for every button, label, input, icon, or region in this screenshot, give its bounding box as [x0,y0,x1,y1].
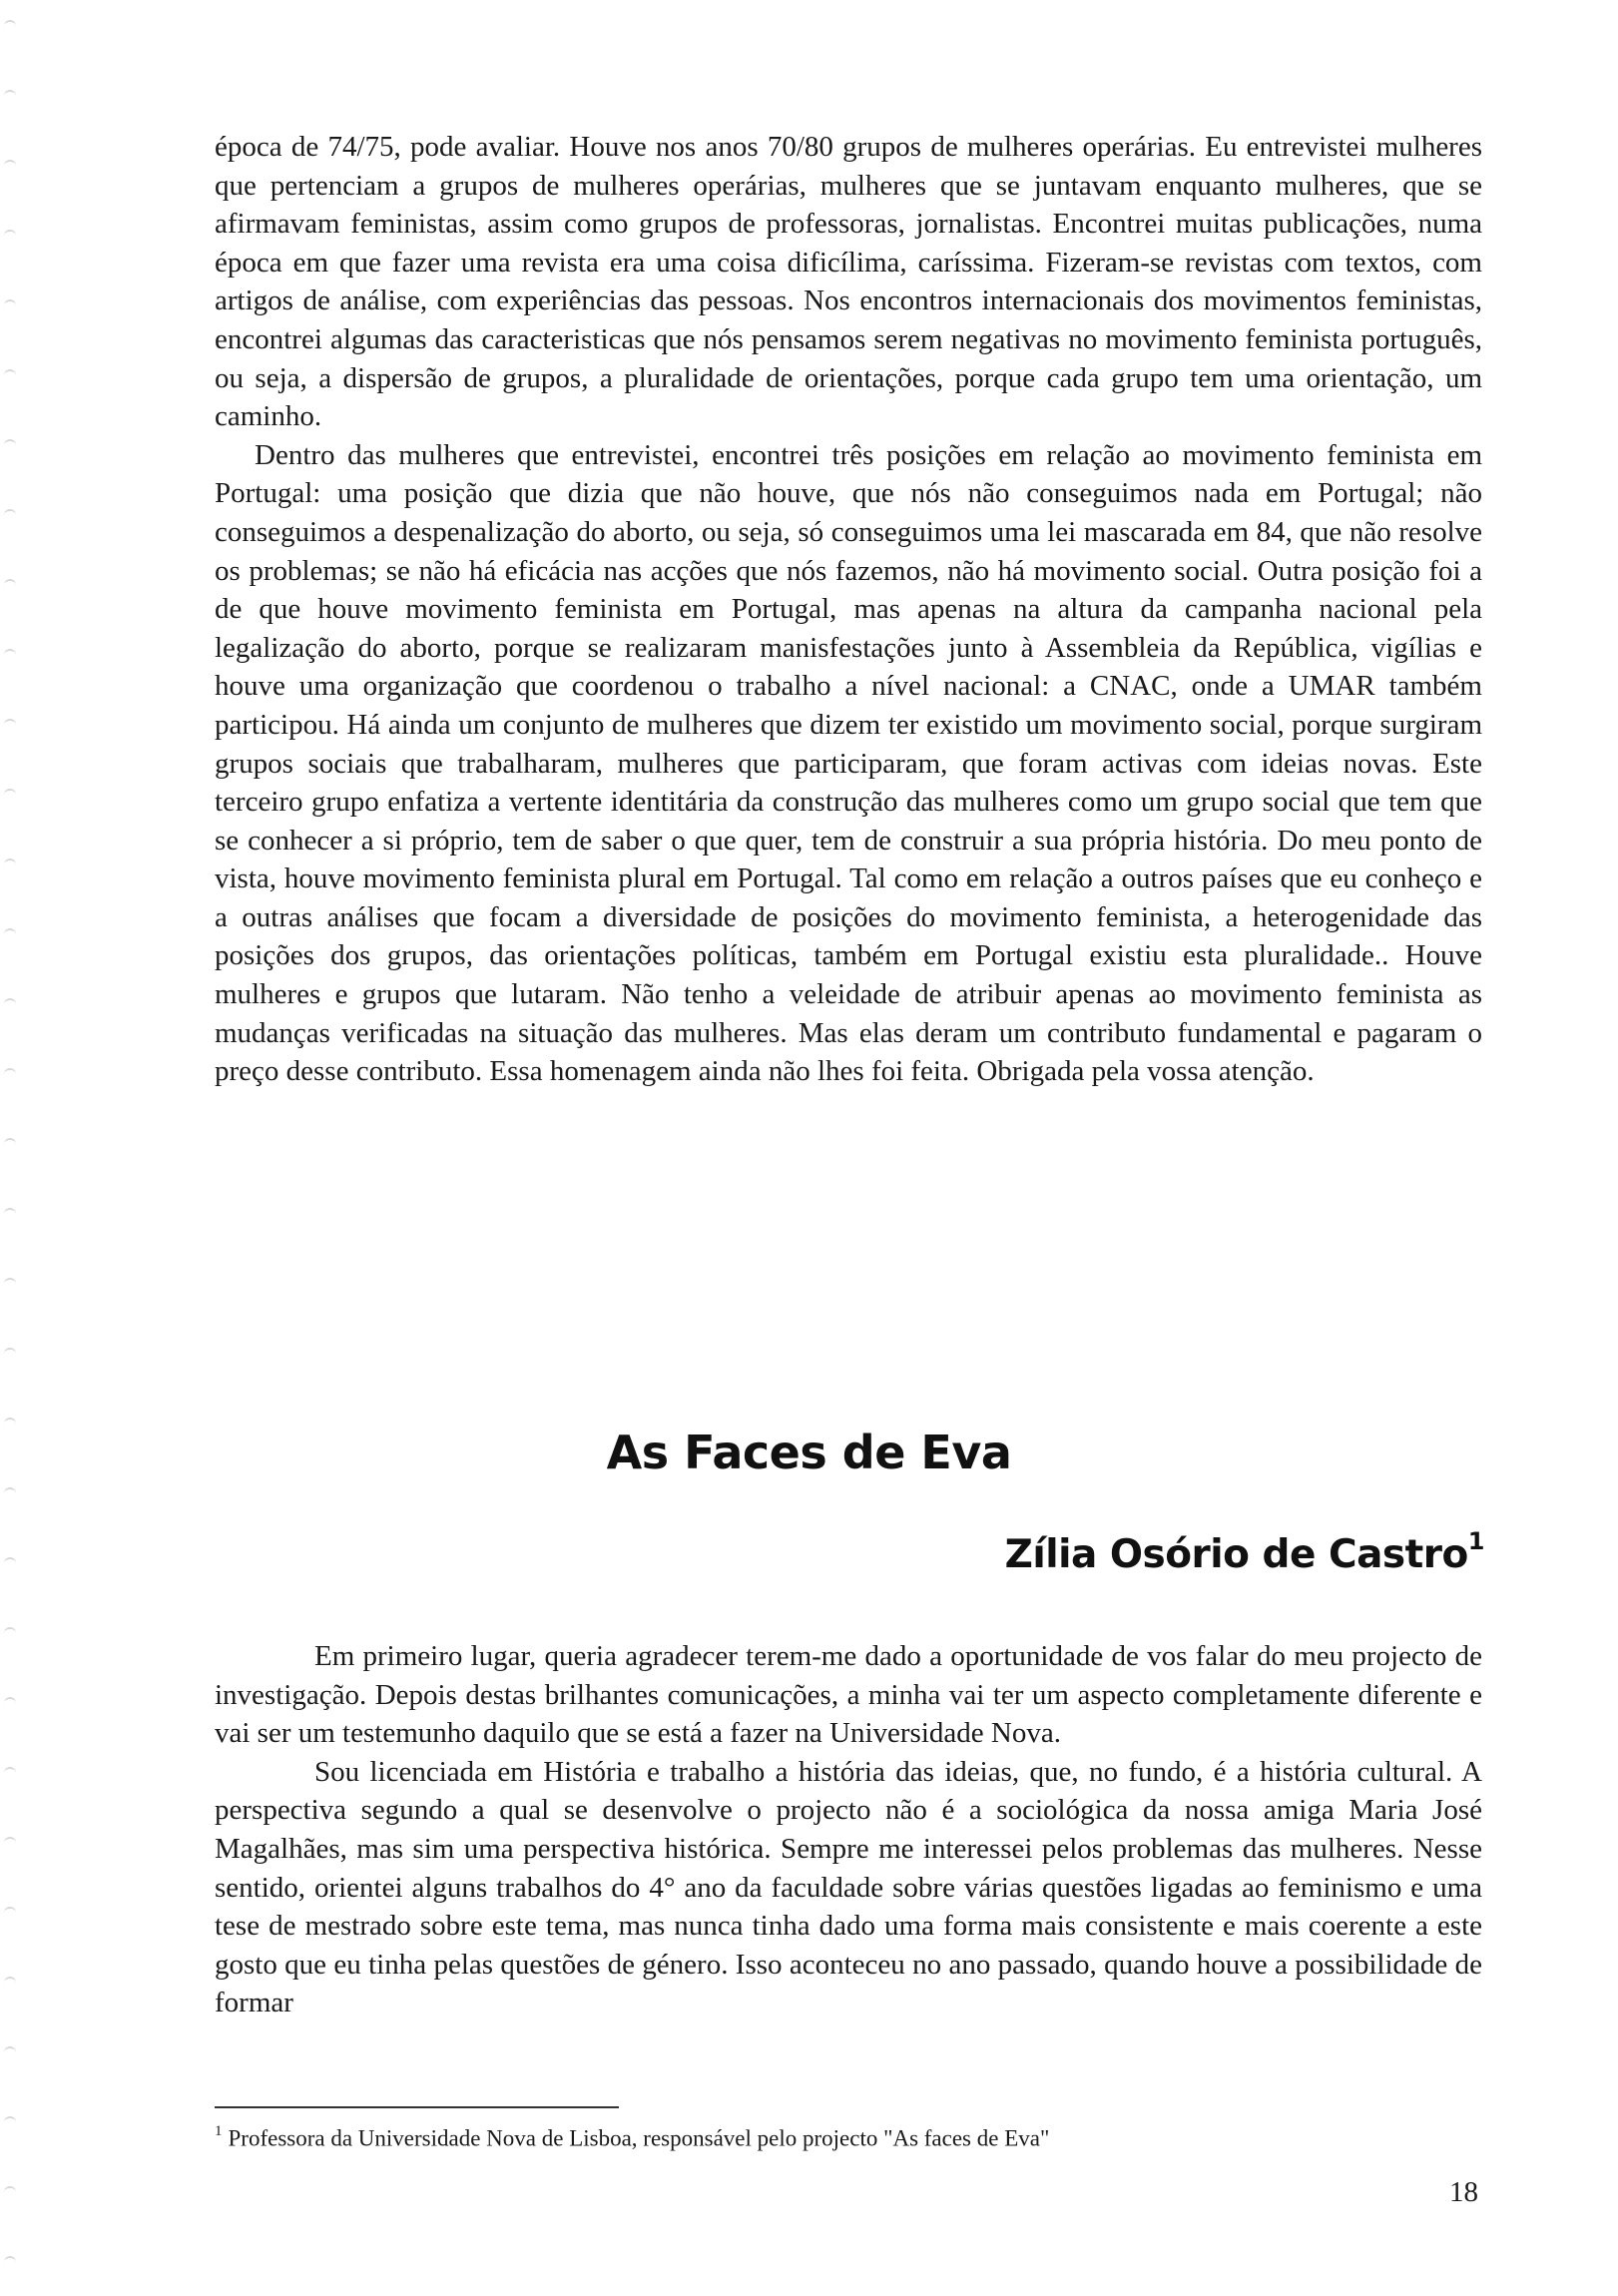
article-title: As Faces de Eva [606,1426,1012,1479]
binding-marks [0,0,30,2296]
body-paragraph: Sou licenciada em História e trabalho a história das ideias, que, no fundo, é a história cultural. A perspectiva segundo a qual se desenvolve o projecto não é a sociológica da nossa amiga Maria José Magalhães, mas sim uma perspectiva histórica. Sempre me interessei pelos problemas das mulheres. Nesse sentido, orientei alguns trabalhos do 4° ano da faculdade sobre várias questões ligadas ao feminismo e uma tese de mestrado sobre este tema, mas nunca tinha dado uma forma mais consistente e mais coerente a este gosto que eu tinha pelas questões de género. Isso aconteceu no ano passado, quando houve a possibilidade de formar [215,1755,1482,2019]
footnote-number: 1 [215,2123,223,2139]
author-name-text: Zília Osório de Castro [1004,1532,1468,1577]
author-name [1004,1527,1484,1577]
footnote [215,2118,1482,2154]
page-number: 18 [1449,2176,1478,2208]
continued-text-block [215,128,1482,1091]
footnote-marker: 1 [1467,1527,1484,1555]
footnote-text: Professora da Universidade Nova de Lisboa, responsável pelo projecto "As faces de Eva" [228,2125,1050,2151]
footnote-divider [215,2106,619,2108]
body-paragraph: Em primeiro lugar, queria agradecer terem-me dado a oportunidade de vos falar do meu projecto de investigação. Depois destas brilhantes comunicações, a minha vai ter um aspecto completamente diferente e vai ser um testemunho daquilo que se está a fazer na Universidade Nova. [215,1640,1482,1750]
article-body [215,1637,1482,2022]
body-paragraph: Dentro das mulheres que entrevistei, encontrei três posições em relação ao movimento feminista em Portugal: uma posição que dizia que não houve, que nós não conseguimos nada em Portugal; não conseguimos a despenalização do aborto, ou seja, só conseguimos uma lei mascarada em 84, que não resolve os problemas; se não há eficácia nas acções que nós fazemos, não há movimento social. Outra posição foi a de que houve movimento feminista em Portugal, mas apenas na altura da campanha nacional pela legalização do aborto, porque se realizaram manisfestações junto à Assembleia da República, vigílias e houve uma organização que coordenou o trabalho a nível nacional: a CNAC, onde a UMAR também participou. Há ainda um conjunto de mulheres que dizem ter existido um movimento social, porque surgiram grupos sociais que trabalharam, mulheres que participaram, que foram activas com ideias novas. Este terceiro grupo enfatiza a vertente identitária da construção das mulheres como um grupo social que tem que se conhecer a si próprio, tem de saber o que quer, tem de construir a sua própria história. Do meu ponto de vista, houve movimento feminista plural em Portugal. Tal como em relação a outros países que eu conheço e a outras análises que focam a diversidade de posições do movimento feminista, a heterogenidade das posições dos grupos, das orientações políticas, também em Portugal existiu esta pluralidade.. Houve mulheres e grupos que lutaram. Não tenho a veleidade de atribuir apenas ao movimento feminista as mudanças verificadas na situação das mulheres. Mas elas deram um contributo fundamental e pagaram o preço desse contributo. Essa homenagem ainda não lhes foi feita. Obrigada pela vossa atenção. [215,438,1482,1088]
continued-paragraph: época de 74/75, pode avaliar. Houve nos anos 70/80 grupos de mulheres operárias. Eu entrevistei mulheres que pertenciam a grupos de mulheres operárias, mulheres que se juntavam enquanto mulheres, que se afirmavam feministas, assim como grupos de professoras, jornalistas. Encontrei muitas publicações, numa época em que fazer uma revista era uma coisa dificílima, caríssima. Fizeram-se revistas com textos, com artigos de análise, com experiências das pessoas. Nos encontros internacionais dos movimentos feministas, encontrei algumas das caracteristicas que nós pensamos serem negativas no movimento feminista português, ou seja, a dispersão de grupos, a pluralidade de orientações, porque cada grupo tem uma orientação, um caminho. [215,131,1482,433]
